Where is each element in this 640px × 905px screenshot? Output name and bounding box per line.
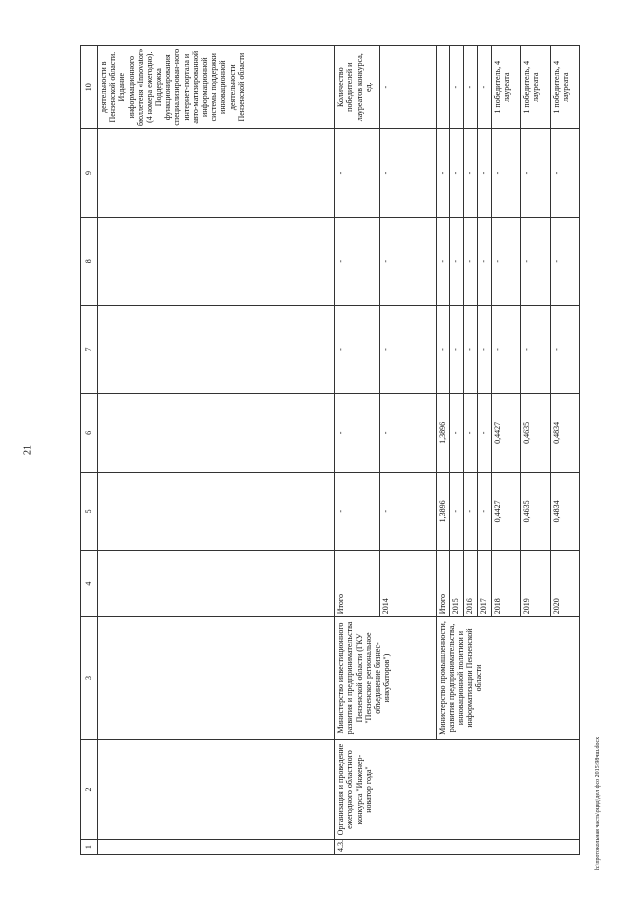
value-cell: -: [335, 129, 380, 217]
value-cell: -: [521, 217, 550, 305]
value-cell: -: [335, 394, 380, 472]
value-cell: -: [478, 472, 492, 550]
executor-1: Министерство инвестиционного развития и предпринимательства Пензенской области (ГКУ "Пензенское региональное объединение бизнес-инкубаторов"): [335, 617, 436, 740]
value-cell: -: [464, 305, 478, 393]
value-cell: -: [491, 129, 520, 217]
header-cell: 7: [81, 305, 98, 393]
value-cell: -: [491, 217, 520, 305]
value-cell: -: [380, 217, 437, 305]
header-cell: 9: [81, 129, 98, 217]
header-cell: 4: [81, 551, 98, 617]
value-cell: 0,4834: [550, 472, 579, 550]
value-cell: -: [335, 472, 380, 550]
header-cell: 5: [81, 472, 98, 550]
value-cell: -: [380, 394, 437, 472]
value-cell: -: [550, 305, 579, 393]
measure-name: Организация и проведение ежегодного областного конкурса "Инженер-новатор года": [335, 739, 580, 840]
value-cell: -: [436, 305, 450, 393]
value-cell: -: [550, 217, 579, 305]
value-cell: 1,3896: [436, 472, 450, 550]
value-cell: -: [450, 217, 464, 305]
file-path-footer: h:\протокольная часть\рцвд\дел фсо 2015\98чш.docx: [595, 736, 601, 870]
value-cell: -: [464, 394, 478, 472]
value-cell: [436, 46, 450, 129]
value-cell: -: [380, 46, 437, 129]
value-cell: -: [450, 472, 464, 550]
value-cell: -: [478, 217, 492, 305]
value-cell: 1 победитель, 4 лауреата: [550, 46, 579, 129]
year-cell: Итого: [436, 551, 450, 617]
activity-description: деятельности в Пензенской области. Издание информационного бюллетеня «Innovator» (4 номера ежегодно). Поддержка функционирования специализирован-ного интернет-портала и авто-матизированной информационной системы поддержки инновационной деятельности Пензенской области: [97, 46, 334, 129]
value-cell: -: [478, 305, 492, 393]
value-cell: 1,3896: [436, 394, 450, 472]
row-number: 4.3.: [335, 840, 580, 855]
table-row: [335, 46, 380, 855]
value-cell: 0,4427: [491, 394, 520, 472]
value-cell: -: [335, 217, 380, 305]
value-cell: -: [436, 217, 450, 305]
table-row: [436, 46, 450, 855]
value-cell: -: [380, 472, 437, 550]
value-cell: -: [450, 46, 464, 129]
value-cell: -: [450, 305, 464, 393]
value-cell: 1 победитель, 4 лауреата: [521, 46, 550, 129]
value-cell: -: [464, 217, 478, 305]
header-cell: 8: [81, 217, 98, 305]
year-cell: 2015: [450, 551, 464, 617]
header-row: [81, 46, 98, 855]
program-table: [80, 45, 580, 855]
header-cell: 1: [81, 840, 98, 855]
year-cell: 2016: [464, 551, 478, 617]
year-cell: 2019: [521, 551, 550, 617]
value-cell: -: [450, 129, 464, 217]
year-cell: 2020: [550, 551, 579, 617]
value-cell: -: [521, 129, 550, 217]
year-cell: 2018: [491, 551, 520, 617]
value-cell: 0,4635: [521, 472, 550, 550]
value-cell: -: [436, 129, 450, 217]
value-cell: -: [335, 305, 380, 393]
year-cell: 2017: [478, 551, 492, 617]
value-cell: -: [464, 472, 478, 550]
value-cell: -: [478, 394, 492, 472]
value-cell: 0,4834: [550, 394, 579, 472]
value-cell: 0,4427: [491, 472, 520, 550]
value-cell: -: [521, 305, 550, 393]
value-cell: -: [380, 305, 437, 393]
value-cell: -: [450, 394, 464, 472]
value-cell: -: [478, 46, 492, 129]
page-number: 21: [22, 445, 34, 455]
value-cell: -: [491, 305, 520, 393]
continuation-row: [97, 46, 334, 855]
year-cell: 2014: [380, 551, 437, 617]
header-cell: 2: [81, 739, 98, 840]
value-cell: -: [478, 129, 492, 217]
header-cell: 3: [81, 617, 98, 740]
value-cell: -: [550, 129, 579, 217]
value-cell: -: [464, 129, 478, 217]
executor-2: Министерство промышленности, развития предпринимательства, инновационной политики и информатизации Пензенской области: [436, 617, 579, 740]
rotated-table-wrapper: [80, 45, 580, 855]
value-cell: 1 победитель, 4 лауреата: [491, 46, 520, 129]
value-cell: -: [464, 46, 478, 129]
header-cell: 10: [81, 46, 98, 129]
value-cell: -: [380, 129, 437, 217]
year-cell: Итого: [335, 551, 380, 617]
indicator-label: Количество победителей и лауреатов конкурса, ед.: [335, 46, 380, 129]
header-cell: 6: [81, 394, 98, 472]
value-cell: 0,4635: [521, 394, 550, 472]
